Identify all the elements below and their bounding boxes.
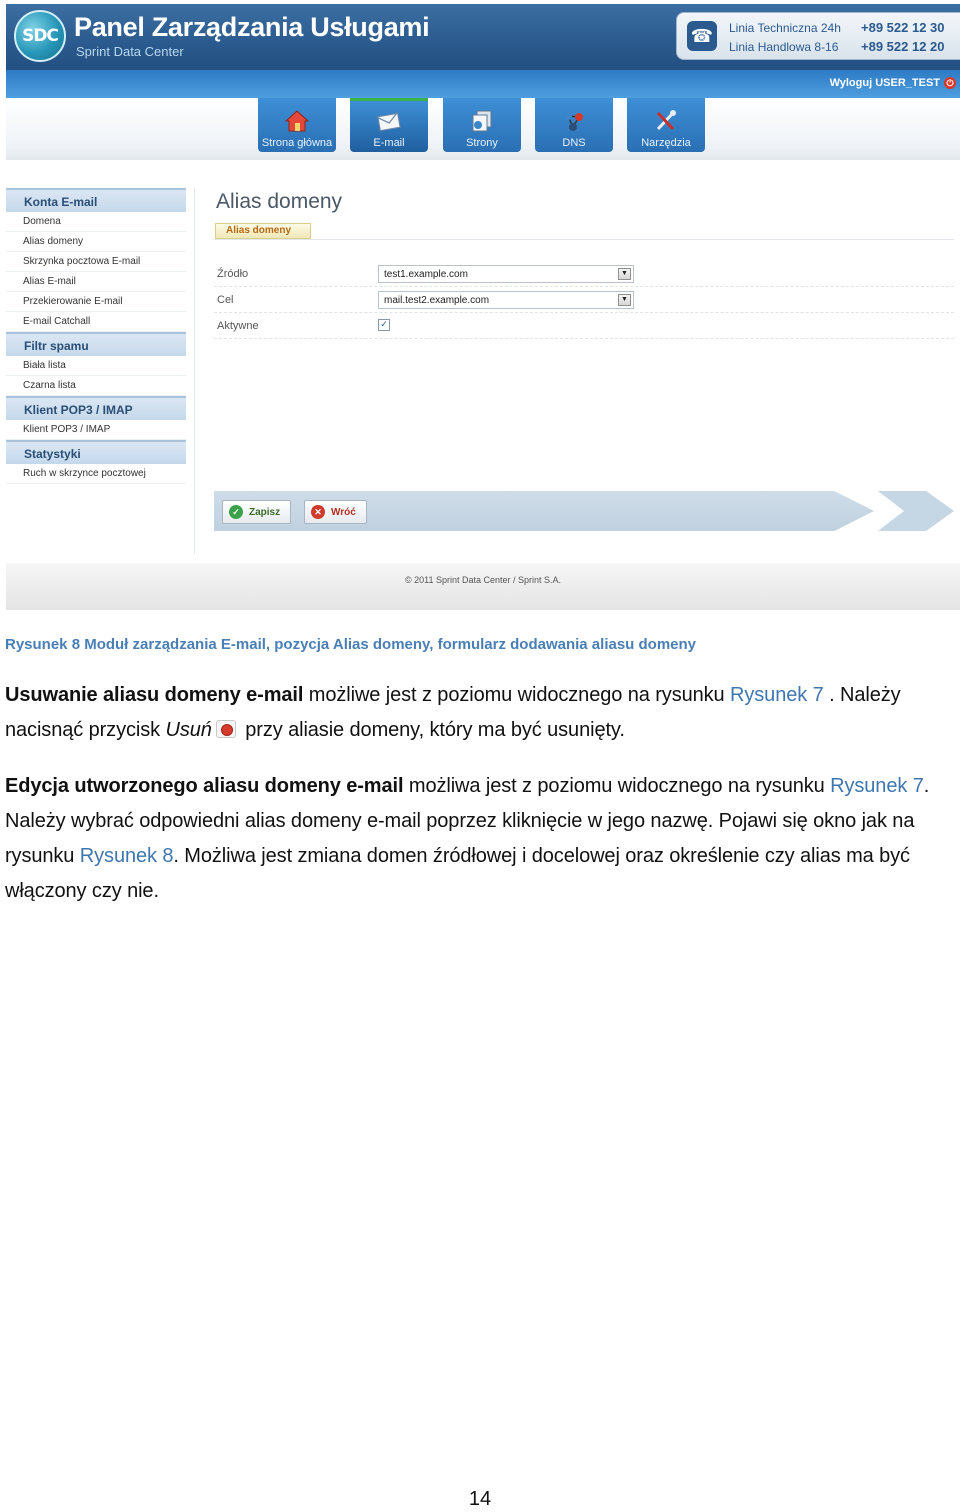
figure-reference-link[interactable]: Rysunek 7 <box>730 684 824 706</box>
check-icon: ✓ <box>229 505 243 519</box>
cancel-icon: ✕ <box>311 505 325 519</box>
sidebar-item-forwarding[interactable]: Przekierowanie E-mail <box>6 292 186 312</box>
save-button[interactable] <box>222 500 291 524</box>
text: . Należy nacisnąć przycisk <box>5 684 901 741</box>
app-subtitle: Sprint Data Center <box>76 44 184 59</box>
text: . Możliwa jest zmiana domen źródłowej i docelowej oraz określenie czy alias ma być włączony czy nie. <box>5 845 910 902</box>
power-icon: ⏻ <box>944 77 956 89</box>
form-row-source <box>214 261 954 287</box>
app-title: Panel Zarządzania Usługami <box>74 12 430 42</box>
sidebar-item-whitelist[interactable]: Biała lista <box>6 356 186 376</box>
tab-pages[interactable] <box>443 98 521 152</box>
sidebar-divider <box>194 188 195 554</box>
save-label: Zapisz <box>249 506 281 518</box>
sales-line-number: +89 522 12 20 <box>861 39 945 54</box>
paragraph-edit-alias <box>5 769 957 909</box>
subtab-domain-alias[interactable]: Alias domeny <box>215 223 311 239</box>
source-label: Źródło <box>217 268 249 280</box>
back-label: Wróć <box>331 506 356 518</box>
text: . Należy wybrać odpowiedni alias domeny e-mail poprzez kliknięcie w jego nazwę. Pojawi się okno jak na rysunku <box>5 775 930 867</box>
source-value: test1.example.com <box>384 269 468 280</box>
tools-icon <box>652 108 680 134</box>
figure-reference-link[interactable]: Rysunek 8 <box>79 845 174 867</box>
target-value: mail.test2.example.com <box>384 295 490 306</box>
tab-home[interactable] <box>258 98 336 152</box>
tab-dns[interactable] <box>535 98 613 152</box>
sidebar-item-mailbox[interactable]: Skrzynka pocztowa E-mail <box>6 252 186 272</box>
tech-line-label: Linia Techniczna 24h <box>729 21 841 35</box>
sidebar-header-email-accounts[interactable]: Konta E-mail <box>6 188 186 212</box>
figure-reference-link[interactable]: Rysunek 7 <box>830 775 924 797</box>
sidebar <box>6 188 186 484</box>
network-icon <box>560 108 588 134</box>
delete-icon <box>216 720 236 738</box>
text: przy aliasie domeny, który ma być usunięty. <box>239 719 625 741</box>
sidebar-header-pop3-imap[interactable]: Klient POP3 / IMAP <box>6 396 186 420</box>
chevron-decoration-icon <box>878 491 954 531</box>
logout-label: Wyloguj USER_TEST <box>829 77 940 89</box>
top-bar <box>6 70 960 98</box>
subtab-divider <box>214 239 954 240</box>
chevron-down-icon: ▼ <box>618 268 631 280</box>
text: możliwa jest z poziomu widocznego na rysunku <box>403 775 831 797</box>
tab-label: E-mail <box>373 137 405 149</box>
phone-icon: ☎ <box>687 21 717 51</box>
form-row-active <box>214 313 954 339</box>
sidebar-header-spam-filter[interactable]: Filtr spamu <box>6 332 186 356</box>
bold-text: Edycja utworzonego aliasu domeny e-mail <box>5 775 404 797</box>
tab-label: Strony <box>466 137 498 149</box>
figure-caption: Rysunek 8 Moduł zarządzania E-mail, pozycja Alias domeny, formularz dodawania aliasu domeny <box>5 636 697 653</box>
italic-text: Usuń <box>165 719 212 741</box>
sales-line-label: Linia Handlowa 8-16 <box>729 40 839 54</box>
back-button[interactable] <box>304 500 367 524</box>
source-select[interactable] <box>378 265 634 283</box>
envelope-icon <box>375 108 403 134</box>
sidebar-item-blacklist[interactable]: Czarna lista <box>6 376 186 396</box>
sidebar-item-catchall[interactable]: E-mail Catchall <box>6 312 186 332</box>
form-row-target <box>214 287 954 313</box>
pages-icon <box>468 108 496 134</box>
target-select[interactable] <box>378 291 634 309</box>
logout-link[interactable] <box>830 77 956 89</box>
sidebar-item-mailbox-traffic[interactable]: Ruch w skrzynce pocztowej <box>6 464 186 484</box>
screenshot-figure <box>6 4 960 610</box>
bold-text: Usuwanie aliasu domeny e-mail <box>5 684 304 706</box>
active-checkbox[interactable]: ✓ <box>378 319 390 331</box>
app-footer <box>6 563 960 610</box>
tab-label: Narzędzia <box>641 137 691 149</box>
tab-label: DNS <box>562 137 586 149</box>
app-header <box>6 4 960 70</box>
sidebar-item-domain[interactable]: Domena <box>6 212 186 232</box>
sidebar-item-email-alias[interactable]: Alias E-mail <box>6 272 186 292</box>
copyright-text: © 2011 Sprint Data Center / Sprint S.A. <box>404 575 562 585</box>
tab-tools[interactable] <box>627 98 705 152</box>
sidebar-item-domain-alias[interactable]: Alias domeny <box>6 232 186 252</box>
main-nav <box>6 98 960 160</box>
hotline-panel <box>676 12 960 60</box>
tab-email[interactable] <box>350 98 428 152</box>
page-number: 14 <box>468 1488 492 1510</box>
active-label: Aktywne <box>217 320 259 332</box>
chevron-down-icon: ▼ <box>618 294 631 306</box>
sidebar-item-pop3-imap[interactable]: Klient POP3 / IMAP <box>6 420 186 440</box>
paragraph-delete-alias <box>5 678 957 748</box>
home-icon <box>283 108 311 134</box>
sidebar-header-statistics[interactable]: Statystyki <box>6 440 186 464</box>
sdc-logo: SDC <box>14 10 66 62</box>
page-title: Alias domeny <box>216 190 343 213</box>
tech-line-number: +89 522 12 30 <box>861 20 945 35</box>
text: możliwe jest z poziomu widocznego na rysunku <box>303 684 731 706</box>
target-label: Cel <box>217 294 234 306</box>
tab-label: Strona główna <box>261 137 333 149</box>
